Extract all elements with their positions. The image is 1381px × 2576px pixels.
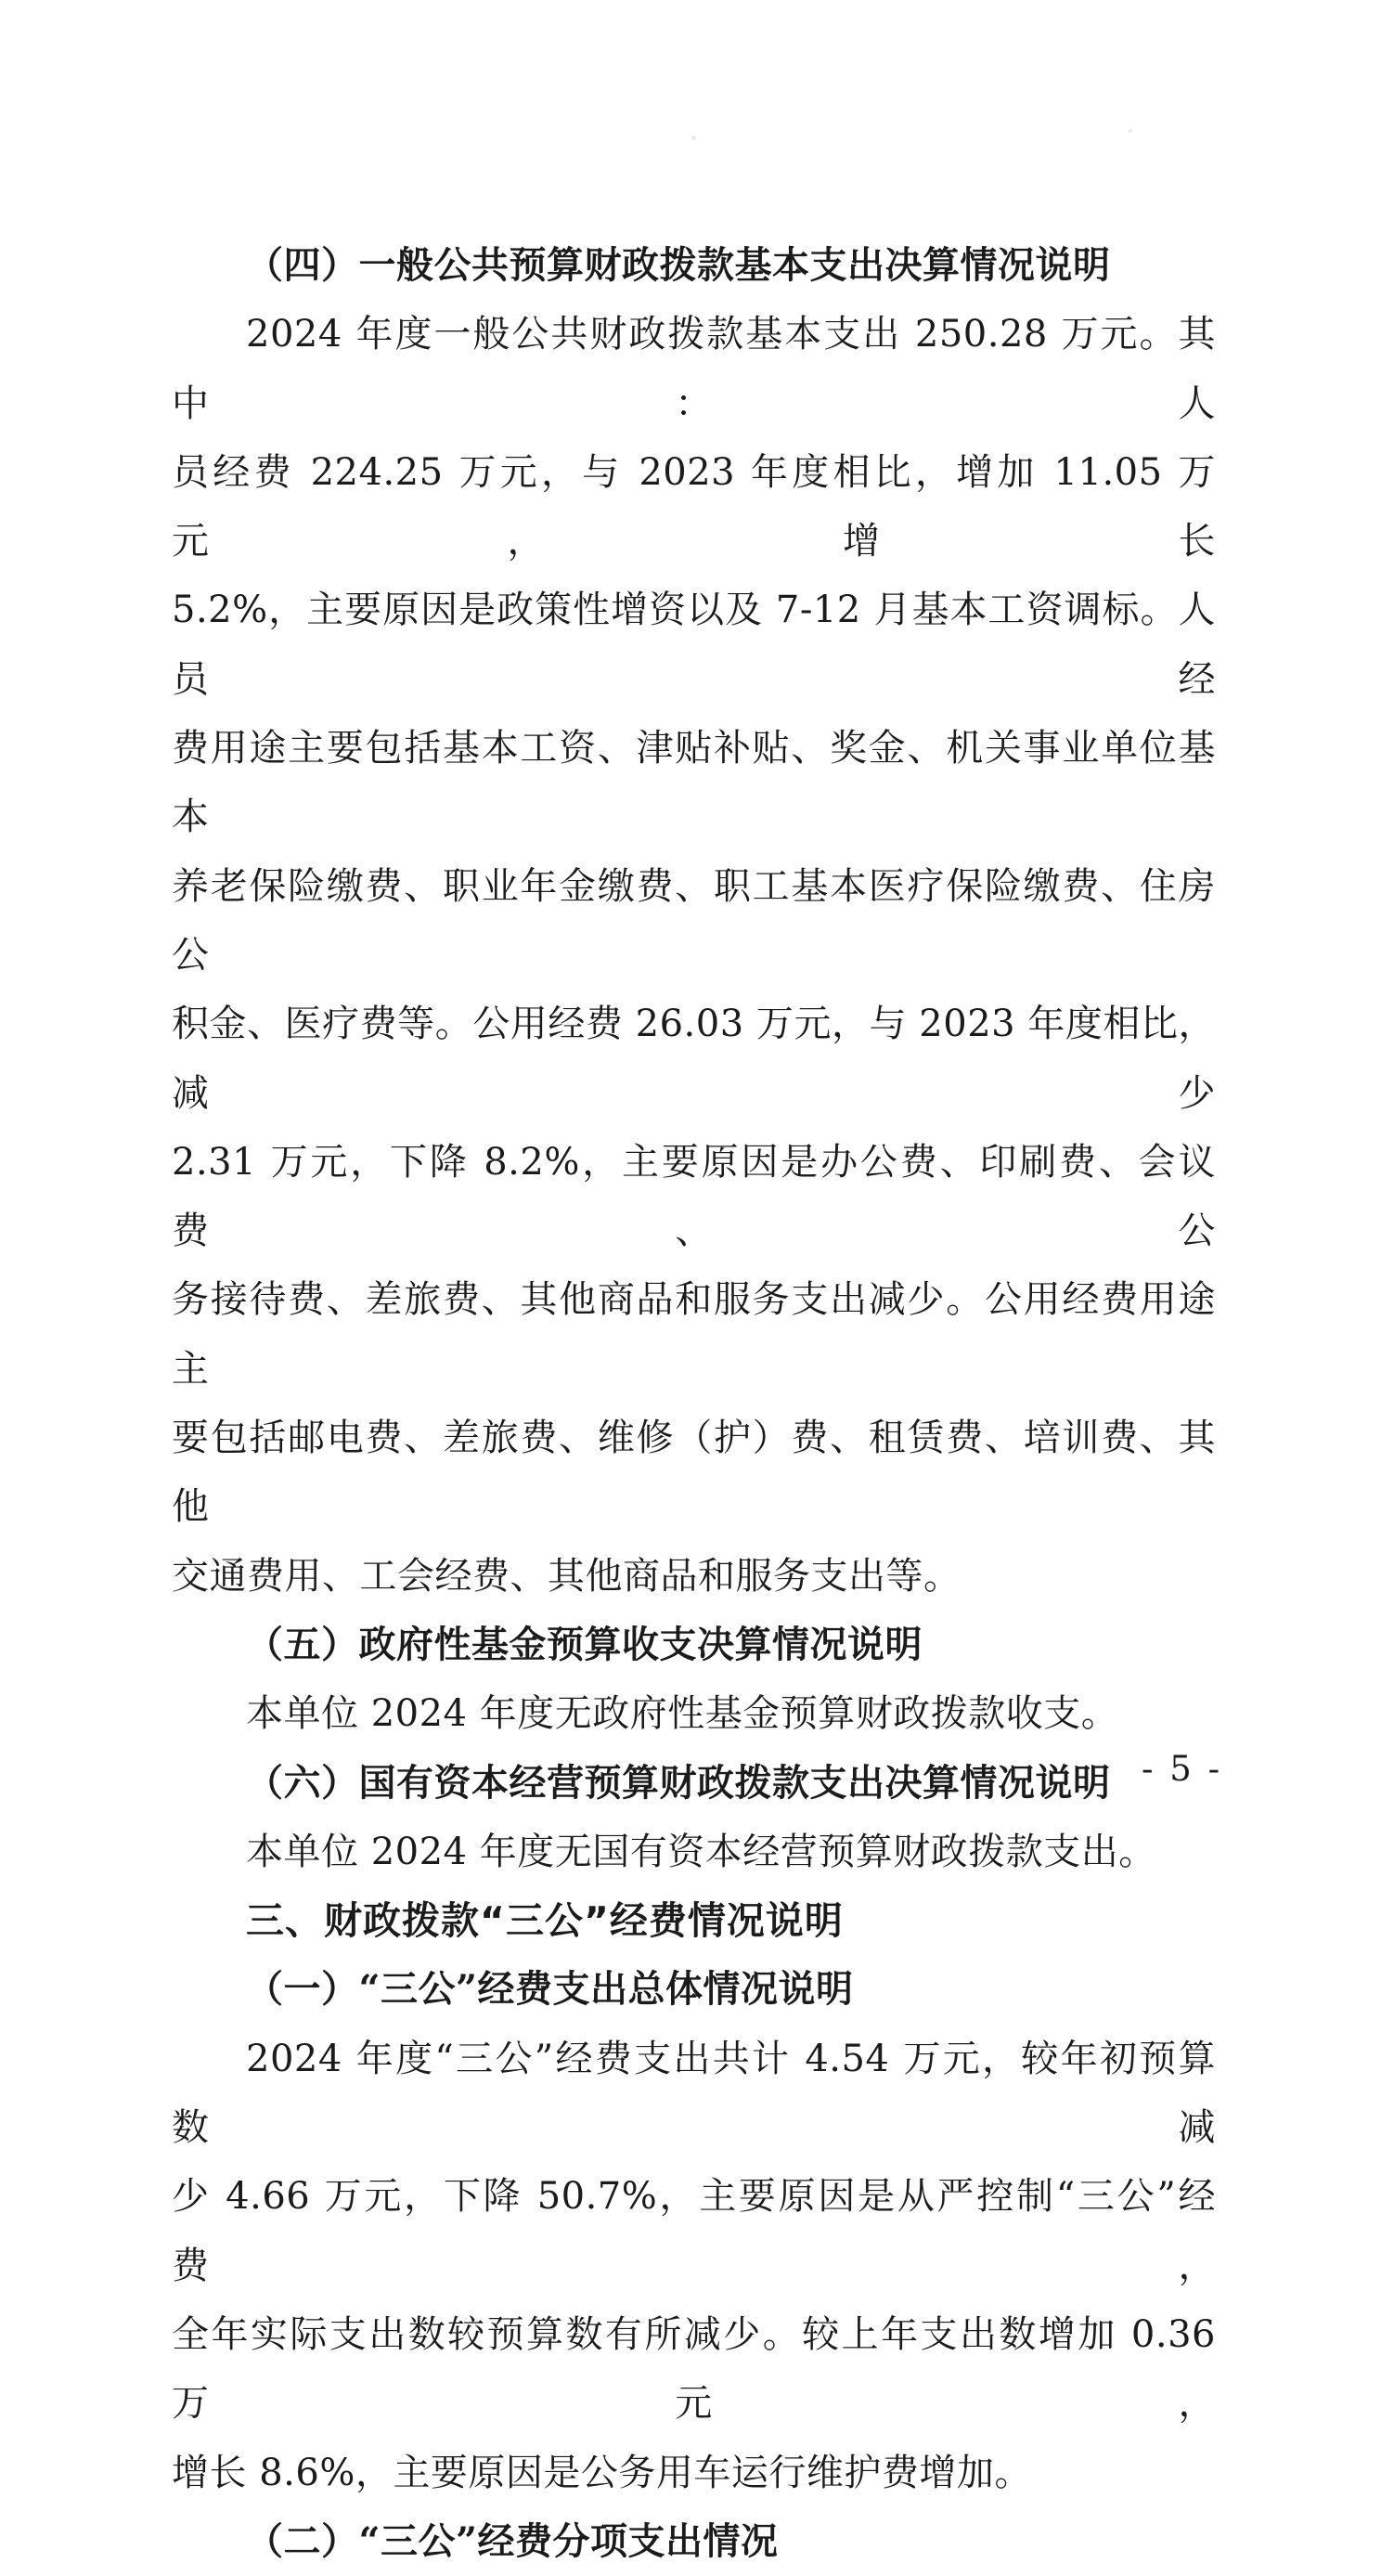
page-number: - 5 - bbox=[1142, 1749, 1223, 1789]
text-line: 交通费用、工会经费、其他商品和服务支出等。 bbox=[172, 1554, 962, 1598]
text-line: 本单位 2024 年度无政府性基金预算财政拨款收支。 bbox=[246, 1692, 1119, 1736]
section-heading: （一）“三公”经费支出总体情况说明 bbox=[246, 1967, 854, 2012]
text-line: 要包括邮电费、差旅费、维修（护）费、租赁费、培训费、其他 bbox=[172, 1417, 1216, 1529]
text-line: 积金、医疗费等。公用经费 26.03 万元，与 2023 年度相比，减少 bbox=[172, 1003, 1216, 1115]
text-block bbox=[172, 231, 1216, 2576]
text-line: 员经费 224.25 万元，与 2023 年度相比，增加 11.05 万元，增长 bbox=[172, 450, 1216, 563]
text-line: 少 4.66 万元，下降 50.7%，主要原因是从严控制“三公”经费， bbox=[172, 2175, 1216, 2287]
section-heading: 三、财政拨款“三公”经费情况说明 bbox=[246, 1898, 844, 1944]
text-line: 增长 8.6%，主要原因是公务用车运行维护费增加。 bbox=[172, 2451, 1032, 2494]
text-line: 全年实际支出数较预算数有所减少。较上年支出数增加 0.36 万元， bbox=[172, 2312, 1216, 2426]
text-line: 费用途主要包括基本工资、津贴补贴、奖金、机关事业单位基本 bbox=[172, 727, 1216, 839]
scan-speck bbox=[1129, 129, 1132, 133]
text-line: 2.31 万元，下降 8.2%，主要原因是办公费、印刷费、会议费、公 bbox=[172, 1140, 1216, 1253]
section-heading: （四）一般公共预算财政拨款基本支出决算情况说明 bbox=[246, 243, 1111, 287]
text-line: 养老保险缴费、职业年金缴费、职工基本医疗保险缴费、住房公 bbox=[172, 864, 1216, 977]
text-line: 2024 年度“三公”经费支出共计 4.54 万元，较年初预算数减 bbox=[172, 2037, 1216, 2150]
text-line: 2024 年度一般公共财政拨款基本支出 250.28 万元。其中：人 bbox=[172, 313, 1216, 425]
scan-speck bbox=[691, 136, 696, 140]
section-heading: （五）政府性基金预算收支决算情况说明 bbox=[246, 1622, 923, 1666]
section-heading: （六）国有资本经营预算财政拨款支出决算情况说明 bbox=[246, 1760, 1111, 1805]
text-line: 务接待费、差旅费、其他商品和服务支出减少。公用经费用途主 bbox=[172, 1278, 1216, 1391]
section-heading: （二）“三公”经费分项支出情况 bbox=[246, 2518, 779, 2563]
text-line: 本单位 2024 年度无国有资本经营预算财政拨款支出。 bbox=[246, 1830, 1156, 1873]
text-line: 5.2%，主要原因是政策性增资以及 7-12 月基本工资调标。人员经 bbox=[172, 589, 1216, 701]
